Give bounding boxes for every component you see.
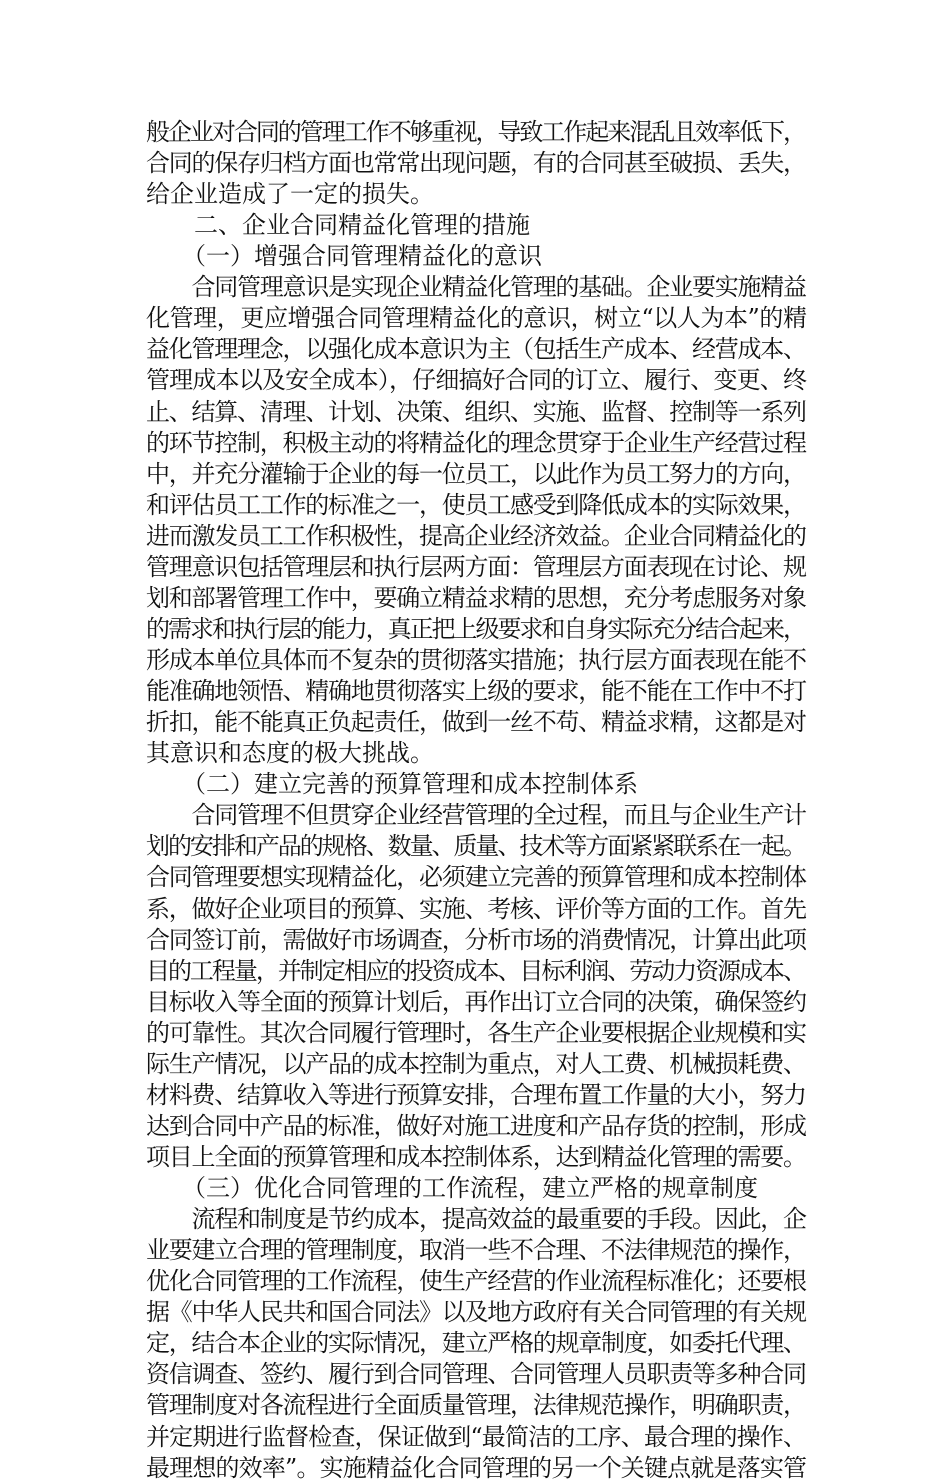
text-line: 和评估员工工作的标准之一，使员工感受到降低成本的实际效果， xyxy=(146,490,806,519)
text-line: 际生产情况，以产品的成本控制为重点，对人工费、机械损耗费、 xyxy=(146,1049,806,1078)
text-line: 般企业对合同的管理工作不够重视，导致工作起来混乱且效率低下， xyxy=(146,118,805,146)
text-line: 划和部署管理工作中，要确立精益求精的思想，充分考虑服务对象 xyxy=(146,583,806,612)
text-line: 止、结算、清理、计划、决策、组织、实施、监督、控制等一系列 xyxy=(146,397,806,426)
text-line: 的需求和执行层的能力，真正把上级要求和自身实际充分结合起来， xyxy=(146,614,805,643)
text-line: 折扣，能不能真正负起责任，做到一丝不苟、精益求精，这都是对 xyxy=(146,708,806,737)
text-line: 流程和制度是节约成本，提高效益的最重要的手段。因此，企 xyxy=(146,1205,806,1234)
text-line: 合同签订前，需做好市场调查，分析市场的消费情况，计算出此项 xyxy=(146,925,806,954)
text-line: 能准确地领悟、精确地贯彻落实上级的要求，能不能在工作中不打 xyxy=(146,677,806,706)
text-line: 业要建立合理的管理制度，取消一些不合理、不法律规范的操作， xyxy=(146,1236,806,1265)
text-line: （二）建立完善的预算管理和成本控制体系 xyxy=(146,770,638,799)
text-line: 优化合同管理的工作流程，使生产经营的作业流程标准化；还要根 xyxy=(146,1267,806,1296)
text-line: 进而激发员工工作积极性，提高企业经济效益。企业合同精益化的 xyxy=(146,521,806,550)
text-line: 项目上全面的预算管理和成本控制体系，达到精益化管理的需要。 xyxy=(146,1142,806,1171)
text-line: 形成本单位具体而不复杂的贯彻落实措施；执行层方面表现在能不 xyxy=(146,646,806,675)
text-line: 目标收入等全面的预算计划后，再作出订立合同的决策，确保签约 xyxy=(146,987,806,1016)
text-line: （一）增强合同管理精益化的意识 xyxy=(146,242,542,271)
text-line: 给企业造成了一定的损失。 xyxy=(146,180,434,209)
text-line: 的可靠性。其次合同履行管理时，各生产企业要根据企业规模和实 xyxy=(146,1018,806,1047)
text-line: 系，做好企业项目的预算、实施、考核、评价等方面的工作。首先 xyxy=(146,894,806,923)
text-line: 并定期进行监督检查，保证做到“最简洁的工序、最合理的操作、 xyxy=(146,1422,807,1451)
text-line: 合同的保存归档方面也常常出现问题，有的合同甚至破损、丢失， xyxy=(146,149,806,178)
text-line: 管理成本以及安全成本），仔细搞好合同的订立、履行、变更、终 xyxy=(146,366,807,395)
text-line: 据《中华人民共和国合同法》以及地方政府有关合同管理的有关规 xyxy=(146,1298,806,1327)
text-line: 达到合同中产品的标准，做好对施工进度和产品存货的控制，形成 xyxy=(146,1111,806,1140)
text-line: 合同管理要想实现精益化，必须建立完善的预算管理和成本控制体 xyxy=(146,863,806,892)
text-line: 管理意识包括管理层和执行层两方面：管理层方面表现在讨论、规 xyxy=(146,552,806,581)
text-line: 管理制度对各流程进行全面质量管理，法律规范操作，明确职责， xyxy=(146,1391,806,1420)
text-line: 定，结合本企业的实际情况，建立严格的规章制度，如委托代理、 xyxy=(146,1329,806,1358)
text-line: 目的工程量，并制定相应的投资成本、目标利润、劳动力资源成本、 xyxy=(146,956,805,985)
text-line: 合同管理意识是实现企业精益化管理的基础。企业要实施精益 xyxy=(146,273,806,302)
text-line: 材料费、结算收入等进行预算安排，合理布置工作量的大小，努力 xyxy=(146,1080,806,1109)
text-line: （三）优化合同管理的工作流程，建立严格的规章制度 xyxy=(146,1174,758,1203)
text-line: 益化管理理念，以强化成本意识为主（包括生产成本、经营成本、 xyxy=(146,335,806,364)
text-line: 二、企业合同精益化管理的措施 xyxy=(146,211,530,240)
text-line: 中，并充分灌输于企业的每一位员工，以此作为员工努力的方向， xyxy=(146,459,806,488)
text-line: 其意识和态度的极大挑战。 xyxy=(146,739,434,768)
text-line: 化管理，更应增强合同管理精益化的意识，树立“以人为本”的精 xyxy=(146,304,807,333)
text-line: 划的安排和产品的规格、数量、质量、技术等方面紧紧联系在一起。 xyxy=(146,832,805,861)
text-line: 资信调查、签约、履行到合同管理、合同管理人员职责等多种合同 xyxy=(146,1360,806,1389)
text-line: 最理想的效率”。实施精益化合同管理的另一个关键点就是落实管 xyxy=(146,1453,807,1482)
text-line: 合同管理不但贯穿企业经营管理的全过程，而且与企业生产计 xyxy=(146,801,806,830)
text-line: 的环节控制，积极主动的将精益化的理念贯穿于企业生产经营过程 xyxy=(146,428,806,457)
